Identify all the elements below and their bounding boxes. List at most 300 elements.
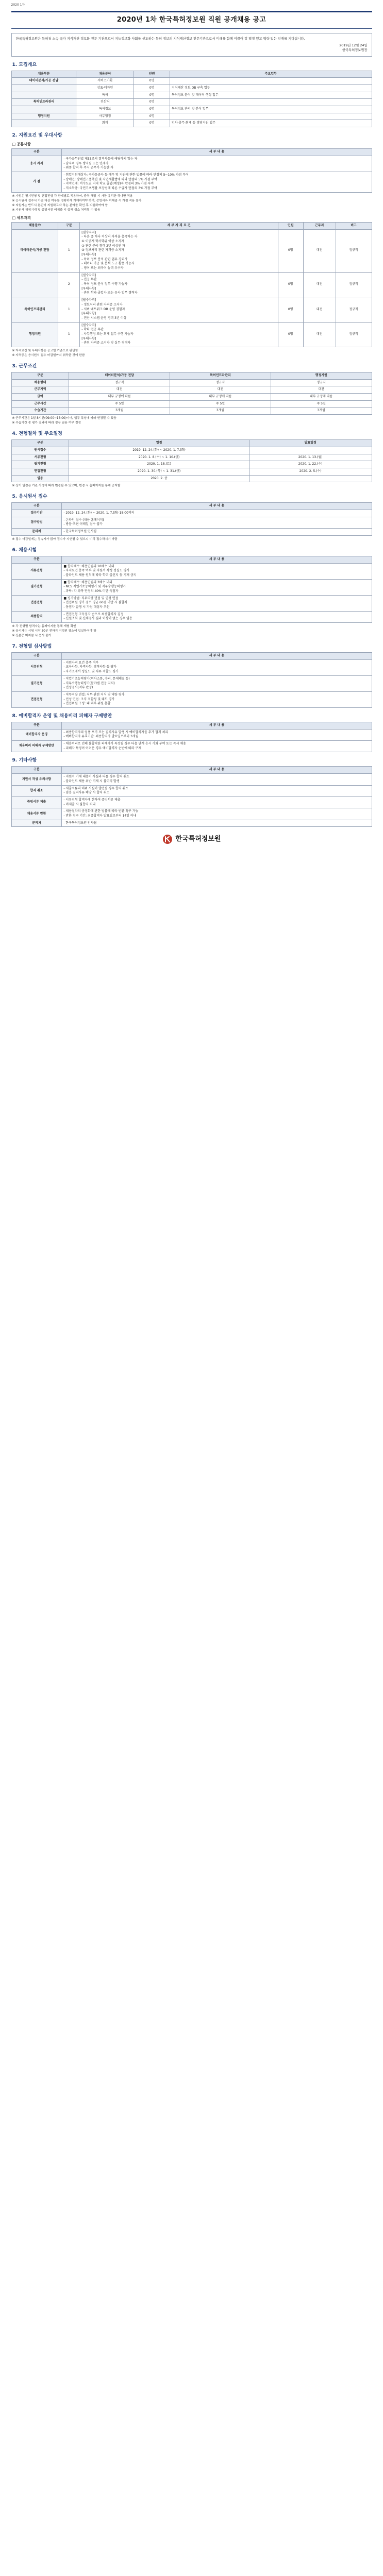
table-header-cell: 세 부 자 격 요 건 [80,222,278,229]
row-details [62,579,372,595]
table-row [11,729,372,740]
requirement-line: [필수자격] [81,323,96,327]
schedule-table [11,439,372,482]
intro-text: 한국특허정보원은 특허청 소속 국가 지식재산 정보화 전문 기관으로서 지능정보화 사회를 선도하는 특허 정보의 지식재산정보 전문기관으로서 미래를 함께 이끌어 갈 열정 있고 역량 있는 인재를 기다립니다. [15,37,305,41]
part-cell: 2 [58,272,80,297]
table-cell: 근무지역 [11,386,69,394]
table-row [11,84,372,92]
table-cell: 대전 [170,386,271,394]
table-row [11,741,372,752]
table-cell: 2020. 1. 30.(목) ~ 1. 31.(금) [69,468,249,475]
detail-line: - 면접위원 구성: 내·외부 위원 혼합 [63,702,111,706]
section-schedule [11,431,372,488]
note-line: ※ 자격증은 응시원서 접수 마감일까지 취득한 것에 한함 [12,354,85,358]
row-label: 최종합격 [11,611,62,622]
table-cell: 0명 [134,92,170,99]
table-cell: 특허정보 [76,106,134,113]
table-row [11,172,372,193]
detail-line: - 블라인드 채용 위반 기재 시 불이익 발생 [63,779,120,783]
requirement-line: ① 이공계 학사학위 이상 소지자 [81,239,124,243]
requirement-line: [우대사항] [81,336,96,341]
table-row [11,468,372,475]
table-header-cell: 구분 [11,556,62,563]
detail-line: - 온라인 접수 (채용 홈페이지) [63,518,104,522]
page-tag: 2020 1차 [11,3,25,7]
requirement-line: - 관련 학과 졸업자 또는 유사 업무 경력자 [81,291,138,295]
row-details [62,659,372,675]
section-exam [11,547,372,638]
table-cell: 내부 규정에 따름 [69,394,170,401]
table-cell: 2020. 2. 5.(수) [249,468,372,475]
table-cell: 급여 [11,394,69,401]
table-row [11,297,372,322]
table-body [11,229,372,347]
table-row [11,774,372,785]
table-cell [11,120,76,127]
note-line: ※ 응시원서 접수시 가점 대상 여부를 정확하게 기재하여야 하며, 증빙서류 미제출 시 가점 적용 불가 [12,199,142,202]
kipi-logo-icon [162,834,173,844]
note-line: ※ 수습기간 중 평가 결과에 따라 정규 임용 여부 결정 [12,421,81,425]
table-cell [11,92,76,99]
table-row [11,229,372,272]
table-cell: 정규직 [271,379,372,386]
requirement-line: - 특허 정보 분석 업무 수행 가능자 [81,282,128,286]
table-cell: 사무행정 [76,113,134,120]
row-label: 면접전형 [11,691,62,707]
row-details [62,729,372,740]
table-header-cell: 행정지원 [271,372,372,380]
field-cell: 행정지원 [11,322,58,347]
table-row [11,447,372,454]
overview-table [11,71,372,128]
section-title: 2. 지원요건 및 우대사항 [12,133,62,139]
table-row [11,454,372,461]
section-title: 9. 기타사항 [12,758,37,764]
detail-line: ■ 평가방법: 직무역량 면접 및 인성 면접 [63,596,119,600]
detail-line: - 저소득층: 국민기초생활 보장법에 따른 수급자 만점의 3% 가점 부여 [63,187,157,191]
detail-line: - 제출서류의 허위 사실이 발견될 경우 합격 취소 [63,786,128,790]
table-row [11,106,372,113]
table-row [11,611,372,622]
table-cell: 근무시간 [11,400,69,408]
table-row [11,475,372,482]
application-notes [12,537,372,542]
table-cell: 2020. 1. 8.(수) ~ 1. 10.(금) [69,454,249,461]
row-label: 채용비리 피해자 구제방안 [11,741,62,752]
row-details [62,529,372,536]
table-cell: 0명 [134,120,170,127]
row-details [62,785,372,796]
row-label: 예비합격자 운영 [11,729,62,740]
detail-line: - NCS 직업기초능력평가 및 직무수행능력평가 [63,585,126,589]
table-header-cell: 세 부 내 용 [62,503,372,510]
requirement-line: - 전공 무관 [81,278,97,282]
requirement-cell [80,229,278,272]
table-row [11,99,372,106]
table-row [11,120,372,127]
detail-line: - 자격요건 충족 여부 및 지원서 작성 성실도 평가 [63,569,129,573]
section-title: 8. 예비합격자 운영 및 채용비리 피해자 구제방안 [12,713,112,719]
requirement-line: - 다음 중 하나 이상의 자격을 충족하는 자 [81,235,138,239]
exam-table [11,556,372,623]
exam-notes [12,624,372,638]
note-line: ※ 접수 마감일에는 접속자가 많아 접수가 지연될 수 있으니 미리 접수하시기 바람 [12,537,118,541]
section-title: 3. 근무조건 [12,364,37,369]
table-cell [170,113,372,120]
title-box [11,11,372,29]
table-header-cell: 데이터분석/가공 전담 [69,372,170,380]
table-row [11,691,372,707]
row-details [62,675,372,691]
table-body [11,447,372,482]
section-reserve-remedy [11,713,372,752]
detail-qualifications-table [11,222,372,347]
table-cell: 회계 [76,120,134,127]
table-cell [249,447,372,454]
table-row [11,78,372,85]
table-cell: 서류전형 [11,454,69,461]
table-header-cell: 발표일정 [249,440,372,447]
table-header-cell: 인원 [278,222,303,229]
row-label: 접수기간 [11,510,62,517]
table-header-row [11,372,372,380]
table-cell: 내부 규정에 따름 [271,394,372,401]
table-header-cell: 특허인프라관리 [170,372,271,380]
table-header-cell: 구분 [11,149,62,156]
table-cell [170,78,372,85]
table-row [11,379,372,386]
section-application [11,494,372,541]
table-row [11,579,372,595]
table-cell: 내부 규정에 따름 [170,394,271,401]
table-body [11,78,372,127]
table-header-cell: 구분 [11,503,62,510]
table-header-cell: 채용분야 [76,71,134,78]
table-cell: 주 5일 [69,400,170,408]
row-details [62,510,372,517]
count-cell: 0명 [278,272,303,297]
note-line: ※ 상기 일정은 기관 사정에 따라 변경될 수 있으며, 변경 시 홈페이지를 통해 공지함 [12,484,121,488]
table-header-row [11,222,372,229]
section-evaluation [11,643,372,708]
table-cell: 수습기간 [11,408,69,415]
schedule-notes [12,484,372,488]
table-header-row [11,722,372,729]
table-header-cell: 근무지 [303,222,336,229]
recruitment-notice-page [11,0,372,850]
sub-title-common: □ 공통사항 [12,142,31,147]
detail-line: - 지원서 기재 내용이 사실과 다를 경우 합격 취소 [63,775,129,779]
sub-title-detail: □ 세부자격 [12,215,31,220]
detail-line: - 최종 합격 후 즉시 근무가 가능한 자 [63,166,114,170]
table-cell: 서비스기획 [76,78,134,85]
detail-line: - 국가공무원법 제33조의 결격사유에 해당하지 않는 자 [63,157,138,161]
count-cell: 0명 [278,297,303,322]
table-cell: 3개월 [170,408,271,415]
table-row [11,394,372,401]
table-cell: 주 5일 [271,400,372,408]
table-header-cell: 세 부 내 용 [62,149,372,156]
detail-line: - 면접위원 평가 점수 평균 60점 미만 시 불합격 [63,601,127,605]
section-other [11,757,372,827]
row-details [62,774,372,785]
table-body [11,659,372,707]
part-cell: 1 [58,322,80,347]
place-cell: 대전 [303,297,336,322]
table-row [11,820,372,827]
remark-cell: 정규직 [336,229,372,272]
requirement-line: - 특허 정보 분석 관련 업무 경력자 [81,257,128,261]
field-cell: 데이터분석/가공 전담 [11,229,58,272]
requirement-line: [우대사항] [81,252,96,257]
table-row [11,808,372,820]
table-row [11,408,372,415]
section-title: 1. 모집개요 [12,62,37,67]
note-line: ※ 지원서 허위기재 및 증빙서류 미제출 시 합격 취소 처리될 수 있음 [12,208,101,212]
requirement-cell [80,297,278,322]
row-details [62,741,372,752]
detail-line: - 임용 결격사유 해당 시 합격 취소 [63,791,110,795]
org-line: 한국특허정보원장 [342,48,368,53]
table-header-cell: 세 부 내 용 [62,767,372,774]
row-details [62,691,372,707]
table-row [11,785,372,796]
table-cell [11,106,76,113]
requirement-line: - 서버·네트워크·DB 운영 경험자 [81,307,125,311]
detail-line: - 한국특허정보원 인사팀 [63,530,97,534]
section-title: 5. 응시원서 접수 [12,494,47,500]
section-title: 4. 전형절차 및 주요일정 [12,431,62,437]
table-cell: 0명 [134,84,170,92]
place-cell: 대전 [303,322,336,347]
section-recruitment-overview [11,62,372,128]
table-cell: 특허정보 관리 및 분석 업무 [170,106,372,113]
table-cell: 데이터분석/가공 전담 [11,78,76,85]
detail-line: - 동점자 발생 시 가점 대상자 우선 [63,605,110,609]
table-header-cell: 구분 [11,440,69,447]
row-details [62,820,372,827]
table-header-cell: 구분 [11,372,69,380]
table-row [11,400,372,408]
requirement-line: - 영어 또는 외국어 능력 우수자 [81,266,124,270]
requirement-line: - 전산 시스템 운영 경력 3년 이상 [81,316,127,320]
table-cell: 원서접수 [11,447,69,454]
table-header-cell: 구분 [11,653,62,660]
table-body [11,774,372,827]
detail-notes [12,349,372,358]
detail-line: - 반환 청구 기간: 최종합격자 발표일로부터 14일 이내 [63,814,137,818]
note-line: ※ 각 전형별 합격자는 홈페이지를 통해 개별 확인 [12,625,76,629]
other-table [11,766,372,827]
table-row [11,595,372,611]
table-cell: 3개월 [69,408,170,415]
table-header-row [11,503,372,510]
row-label: 면접전형 [11,595,62,611]
table-header-cell: 세 부 내 용 [62,556,372,563]
working-conditions-table [11,372,372,415]
table-header-row [11,556,372,563]
table-header-row [11,653,372,660]
table-cell [170,99,372,106]
field-cell [11,272,58,297]
requirement-line: [필수자격] [81,273,96,277]
table-cell: 2020. 1. 22.(수) [249,461,372,468]
note-line: ※ 가점은 필기전형 및 면접전형 각 단계별로 적용하며, 중복 해당 시 가장 유리한 하나만 적용 [12,194,133,198]
detail-line: - 2019. 12. 24.(화) ~ 2020. 1. 7.(화) 18:00까지 [63,511,135,515]
row-label: 필기전형 [11,579,62,595]
detail-line: - 블라인드 채용 원칙에 따라 학력·출신지 등 기재 금지 [63,573,137,577]
table-body [11,729,372,752]
table-row [11,386,372,394]
table-cell: 0명 [134,113,170,120]
requirement-line: - 데이터 가공 및 분석 도구 활용 가능자 [81,262,135,266]
date-sign [16,43,368,53]
table-header-row [11,149,372,156]
note-line: ※ 응시자는 시험 시작 30분 전까지 지정된 장소에 입실하여야 함 [12,630,96,633]
table-body [11,510,372,536]
detail-line: - 인성검사(적부 판정) [63,686,93,690]
table-cell: 채용형태 [11,379,69,386]
row-label: 문의처 [11,820,62,827]
detail-line: - 한국특허정보원 인사팀 [63,821,97,825]
detail-line: - 채용절차의 공정화에 관한 법률에 따라 반환 청구 가능 [63,809,139,814]
table-row [11,659,372,675]
row-label: 지원서 작성 유의사항 [11,774,62,785]
table-cell: 전산직 [76,99,134,106]
detail-line: - 예비합격자 유효기간: 최종합격자 발표일로부터 3개월 [63,735,139,739]
row-label: 접수방법 [11,517,62,528]
row-label: 필기전형 [11,675,62,691]
table-row [11,156,372,172]
row-label: 채용서류 반환 [11,808,62,820]
remark-cell: 정규직 [336,322,372,347]
detail-line: - 자기소개서 성실도 및 직무 적합도 평가 [63,670,119,674]
table-row [11,796,372,808]
detail-line: - 장애인: 장애인고용촉진 및 직업재활법에 따라 만점의 5% 가점 부여 [63,177,157,181]
table-header-cell: 구분 [58,222,80,229]
table-header-row [11,440,372,447]
row-details [62,595,372,611]
table-header-cell: 구분 [11,767,62,774]
row-label: 문의처 [11,529,62,536]
table-cell [11,84,76,92]
table-row [11,510,372,517]
table-header-cell: 구분 [11,722,62,729]
row-details [62,808,372,820]
table-header-cell: 일정 [69,440,249,447]
detail-line: - 직무수행능력평가(분야별 전공 지식) [63,681,115,685]
requirement-line: - 사무행정 또는 회계 업무 수행 가능자 [81,332,134,336]
table-row [11,272,372,297]
date-line: 2019년 12월 24일 [339,44,368,48]
table-cell: 필기전형 [11,461,69,468]
requirement-line: [필수자격] [81,230,96,234]
section-qualifications [11,132,372,358]
table-cell: 0명 [134,99,170,106]
table-body [11,379,372,414]
table-cell: 2019. 12. 24.(화) ~ 2020. 1. 7.(화) [69,447,249,454]
logo-text: 한국특허정보원 [175,835,221,843]
table-header-cell: 인원 [134,71,170,78]
place-cell: 대전 [303,229,336,272]
requirement-line: [우대사항] [81,312,96,316]
detail-line: - 미제출 시 불합격 처리 [63,802,96,806]
table-row [11,113,372,120]
table-header-cell: 세 부 내 용 [62,653,372,660]
row-label: 합격 취소 [11,785,62,796]
detail-line: ■ 합격배수: 채용인원의 3배수 내외 [63,580,112,584]
intro-box [11,33,372,57]
requirement-line: [우대사항] [81,286,96,291]
table-header-cell: 주요업무 [170,71,372,78]
detail-line: - 지역인재: 비수도권 지역 학교 졸업(예정)자 만점의 3% 가점 부여 [63,182,154,186]
table-cell: 대전 [271,386,372,394]
row-label: 서류전형 [11,563,62,579]
remark-cell: 정규직 [336,272,372,297]
table-cell: 특허인프라관리 [11,99,76,106]
table-cell: 2020. 2. 중 [69,475,249,482]
row-label: 응시 자격 [11,156,62,172]
table-row [11,529,372,536]
detail-line: - 피해자 특정이 어려운 경우 예비합격자 순번에 따라 구제 [63,746,142,750]
table-cell [249,475,372,482]
table-cell: 2020. 1. 18.(토) [69,461,249,468]
evaluation-table [11,652,372,708]
requirement-cell [80,322,278,347]
table-header-row [11,767,372,774]
row-details [62,796,372,808]
table-header-cell: 세 부 내 용 [62,722,372,729]
table-cell: 상표·디자인 [76,84,134,92]
note-line: ※ 신분증 미지참 시 응시 불가 [12,634,52,638]
table-cell: 특허 [76,92,134,99]
detail-line: - 직업기초능력평가(의사소통, 수리, 문제해결 등) [63,676,130,681]
requirement-line: - 학력·전공 무관 [81,328,104,332]
detail-line: - 방문·우편·이메일 접수 불가 [63,522,103,527]
part-cell: 1 [58,229,80,272]
table-body [11,563,372,623]
row-details [62,563,372,579]
table-body [11,156,372,192]
row-details [62,172,372,193]
section-working-conditions [11,363,372,426]
table-header-row [11,71,372,78]
table-row [11,322,372,347]
table-row [11,675,372,691]
requirement-line: - 관련 자격증 소지자 및 실무 경력자 [81,341,131,345]
table-cell: 행정지원 [11,113,76,120]
place-cell: 대전 [303,272,336,297]
detail-line: - 인성 면접: 조직 적합성 및 태도 평가 [63,697,115,701]
detail-line: - 최종합격자의 임용 포기 또는 결격사유 발생 시 예비합격자를 추가 합격 처리 [63,730,169,734]
note-line: ※ 근무시간은 1일 8시간(09:00~18:00)이며, 업무 특성에 따라 변경될 수 있음 [12,417,116,420]
table-header-cell: 채용부문 [11,71,76,78]
count-cell: 0명 [278,322,303,347]
requirement-line: ② 관련 분야 경력 2년 이상인 자 [81,244,125,248]
table-cell: 지식재산 정보 DB 구축 업무 [170,84,372,92]
table-cell: 0명 [134,78,170,85]
table-cell: 2020. 1. 13.(월) [249,454,372,461]
page-title: 2020년 1차 한국특허정보원 직원 공개채용 공고 [116,15,267,24]
note-line: ※ 지원자는 반드시 본인이 지원하고자 하는 분야를 확인 후 지원하여야 함 [12,204,108,207]
detail-line: - 신원조회 및 신체검사 결과 이상이 없는 경우 임용 [63,617,132,621]
section-title: 7. 전형별 심사방법 [12,644,52,650]
table-row [11,563,372,579]
table-cell: 정규직 [69,379,170,386]
section-title: 6. 채용시험 [12,547,37,553]
table-cell: 임용 [11,475,69,482]
requirement-cell [80,272,278,297]
